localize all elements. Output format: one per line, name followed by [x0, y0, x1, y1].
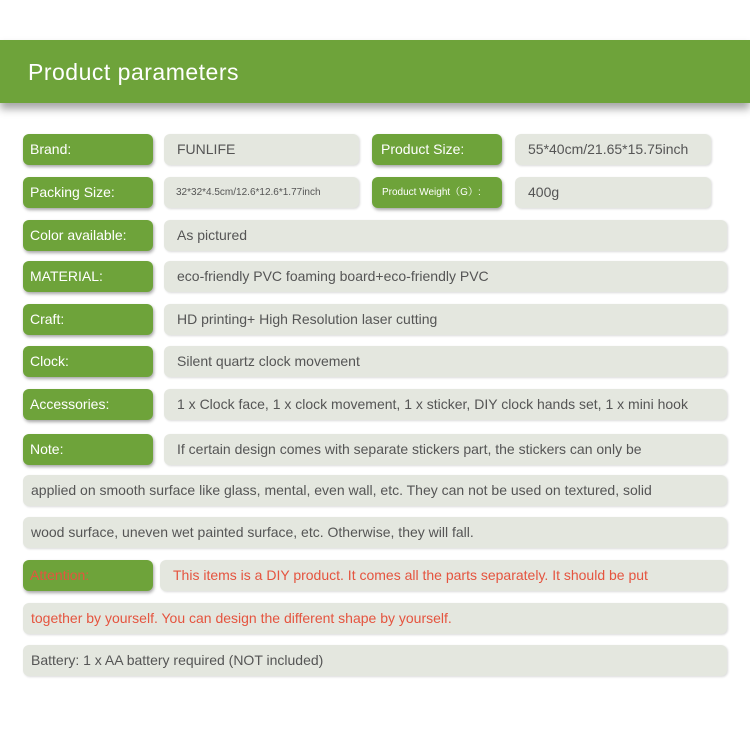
product-size-label: Product Size: [372, 134, 502, 165]
craft-label: Craft: [23, 304, 153, 335]
material-label: MATERIAL: [23, 261, 153, 292]
craft-value: HD printing+ High Resolution laser cutting [164, 304, 727, 335]
attention-line-1: This items is a DIY product. It comes all the parts separately. It should be put [160, 560, 727, 591]
note-line-1: If certain design comes with separate stickers part, the stickers can only be [164, 434, 727, 465]
note-line-3: wood surface, uneven wet painted surface, etc. Otherwise, they will fall. [23, 517, 727, 548]
page-title: Product parameters [28, 59, 239, 85]
battery-note: Battery: 1 x AA battery required (NOT included) [23, 645, 727, 676]
product-weight-value: 400g [515, 177, 711, 208]
header-bar [0, 40, 750, 103]
product-weight-label: Product Weight（G）: [372, 177, 502, 208]
note-label: Note: [23, 434, 153, 465]
clock-label: Clock: [23, 346, 153, 377]
color-value: As pictured [164, 220, 727, 251]
accessories-value: 1 x Clock face, 1 x clock movement, 1 x sticker, DIY clock hands set, 1 x mini hook [164, 389, 727, 420]
brand-value: FUNLIFE [164, 134, 359, 165]
note-line-2: applied on smooth surface like glass, mental, even wall, etc. They can not be used on textured, solid [23, 475, 727, 506]
product-size-value: 55*40cm/21.65*15.75inch [515, 134, 711, 165]
packing-size-value: 32*32*4.5cm/12.6*12.6*1.77inch [164, 177, 359, 208]
material-value: eco-friendly PVC foaming board+eco-friendly PVC [164, 261, 727, 292]
accessories-label: Accessories: [23, 389, 153, 420]
attention-line-2: together by yourself. You can design the different shape by yourself. [23, 603, 727, 634]
packing-size-label: Packing Size: [23, 177, 153, 208]
brand-label: Brand: [23, 134, 153, 165]
attention-label: Attention: [23, 560, 153, 591]
color-label: Color available: [23, 220, 153, 251]
clock-value: Silent quartz clock movement [164, 346, 727, 377]
